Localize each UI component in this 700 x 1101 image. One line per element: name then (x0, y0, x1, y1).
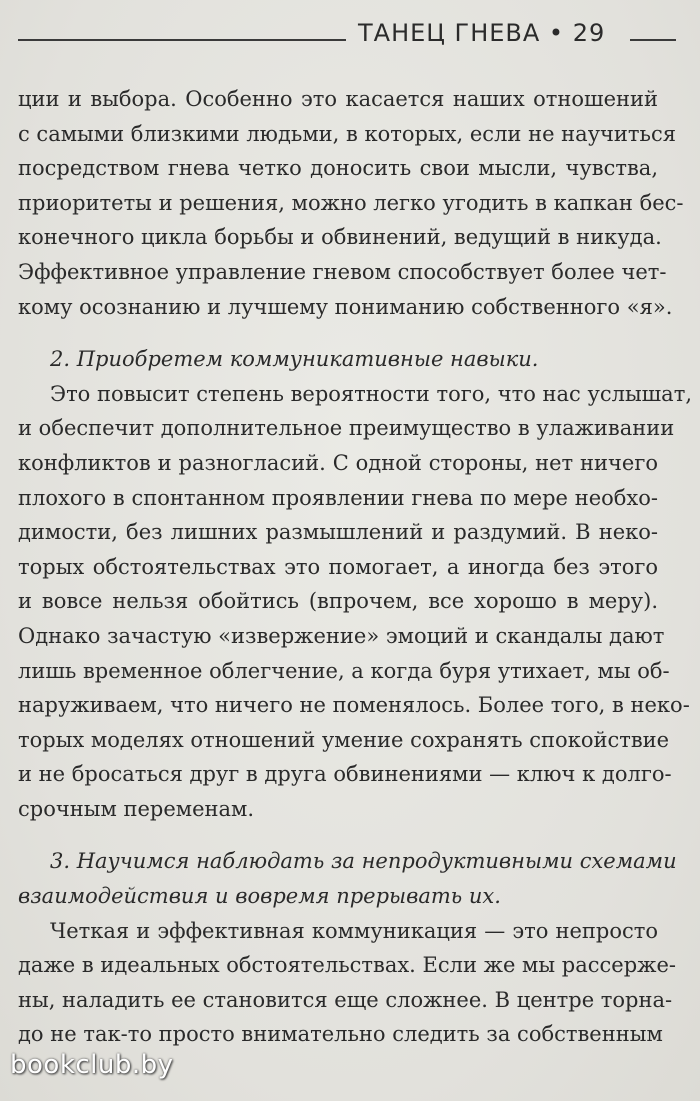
running-title: ТАНЕЦ ГНЕВА • 29 (358, 19, 606, 47)
text-line: лишь временное облегчение, а когда буря утихает, мы об- (18, 658, 670, 683)
text-line: Однако зачастую «извержение» эмоций и скандалы дают (18, 623, 665, 648)
text-line: торых обстоятельствах это помогает, а иногда без этого (18, 554, 658, 579)
section-heading-3-cont: взаимодействия и вовремя прерывать их. (18, 884, 501, 909)
text-line: конечного цикла борьбы и обвинений, ведущий в никуда. (18, 225, 662, 250)
text-line: даже в идеальных обстоятельствах. Если же мы рассержe- (18, 953, 676, 978)
text-line: плохого в спонтанном проявлении гнева по мере необхо- (18, 485, 658, 510)
text-line: торых моделях отношений умение сохранять спокойствие (18, 727, 670, 752)
text-line: Четкая и эффективная коммуникация — это непросто (50, 918, 658, 943)
header-rule-left (18, 39, 346, 41)
text-line: и вовсе нельзя обойтись (впрочем, все хорошо в меру). (18, 589, 658, 614)
text-line: приоритеты и решения, можно легко угодить в капкан бес- (18, 190, 684, 215)
text-line: Эффективное управление гневом способствует более чет- (18, 259, 667, 284)
watermark: bookclub.by (10, 1050, 174, 1080)
text-line: ции и выбора. Особенно это касается наших отношений (18, 87, 658, 111)
text-line: до не так-то просто внимательно следить за собственным (18, 1022, 663, 1047)
section-2 (18, 342, 692, 826)
header-rule-right (630, 39, 676, 41)
paragraph-1 (18, 82, 684, 324)
page-body (18, 82, 692, 1052)
text-line: Это повысит степень вероятности того, что нас услышат, (50, 381, 692, 406)
section-3 (18, 844, 677, 1052)
text-line: срочным переменам. (18, 796, 255, 821)
text-line: димости, без лишних размышлений и раздумий. В неко- (18, 520, 658, 545)
text-line: посредством гнева четко доносить свои мысли, чувства, (18, 156, 658, 181)
section-heading-3: 3. Научимся наблюдать за непродуктивными схемами (50, 849, 677, 874)
text-line: наруживаем, что ничего не поменялось. Более того, в неко- (18, 693, 690, 718)
text-line: и не бросаться друг в друга обвинениями — ключ к долго- (18, 762, 672, 787)
text-line: ны, наладить ее становится еще сложнее. В центре торна- (18, 987, 673, 1012)
text-line: и обеспечит дополнительное преимущество в улаживании (18, 416, 675, 441)
text-line: конфликтов и разногласий. С одной стороны, нет ничего (18, 450, 658, 475)
text-line: с самыми близкими людьми, в которых, если не научиться (18, 121, 676, 146)
text-line: кому осознанию и лучшему пониманию собственного «я». (18, 294, 673, 319)
section-heading-2: 2. Приобретем коммуникативные навыки. (50, 347, 539, 372)
running-header (18, 18, 678, 48)
